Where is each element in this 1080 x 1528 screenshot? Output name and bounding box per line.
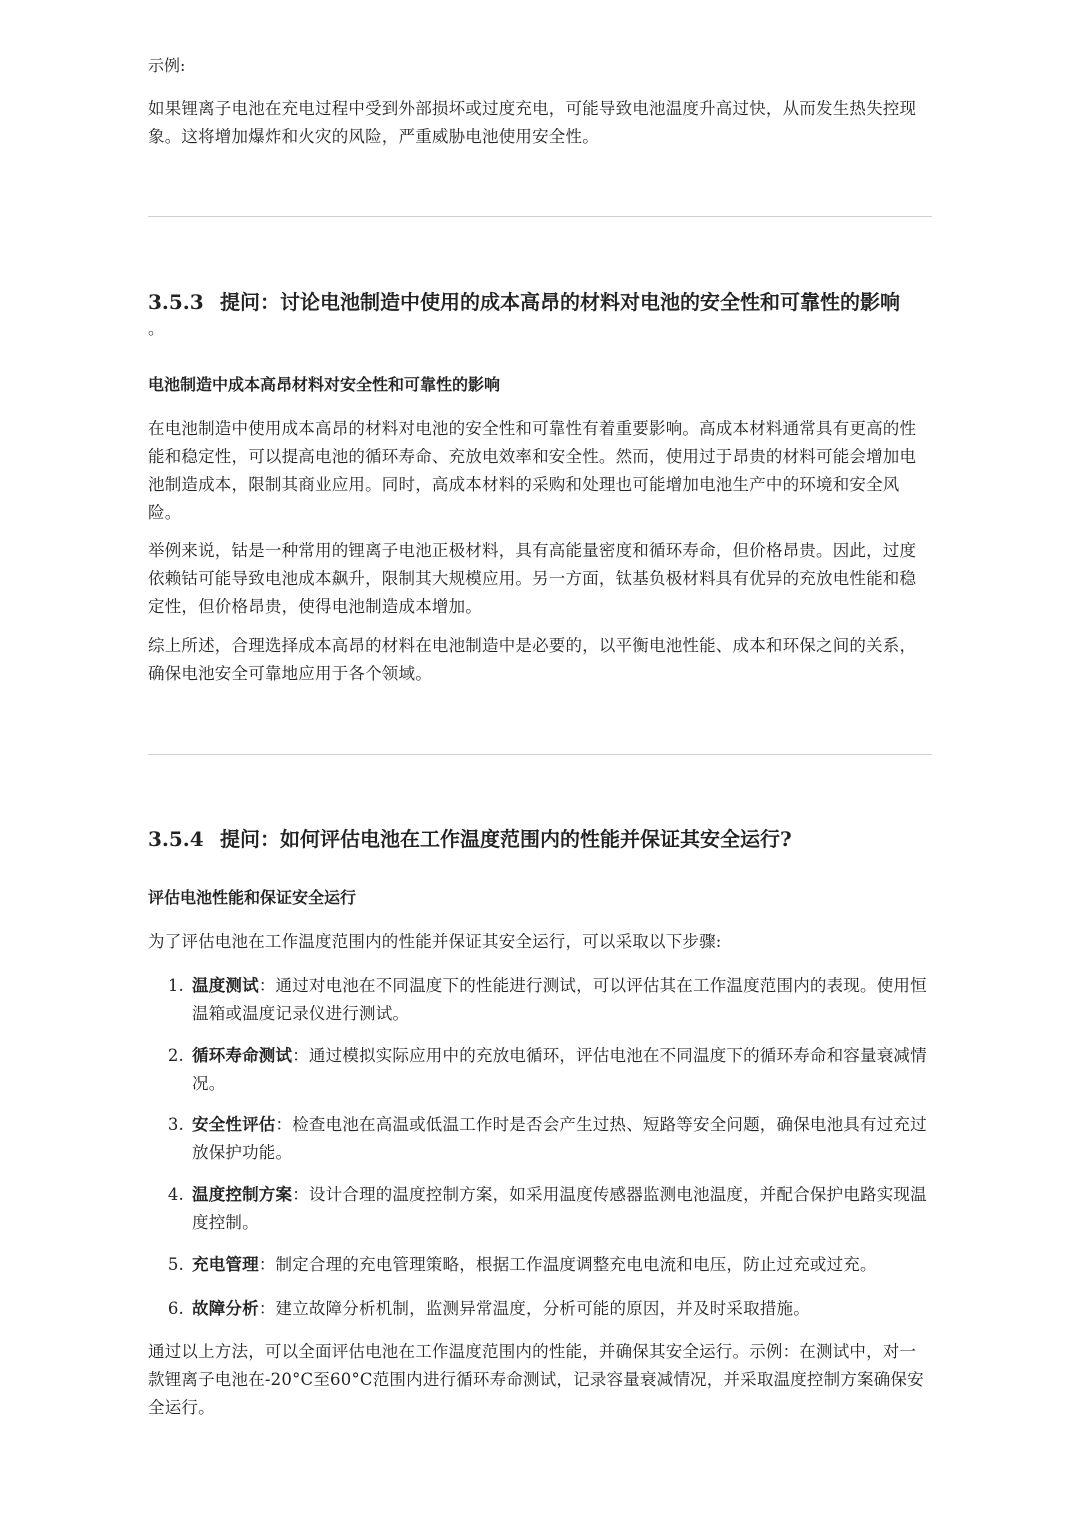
list-text: ：设计合理的温度控制方案，如采用温度传感器监测电池温度，并配合保护电路实现温度控制。 [192,1185,927,1232]
section-divider [148,216,932,217]
list-number: 5. [167,1255,184,1274]
section-heading-3-5-4 [148,824,932,854]
list-number: 2. [167,1046,184,1065]
paragraph: 综上所述，合理选择成本高昂的材料在电池制造中是必要的，以平衡电池性能、成本和环保之间的关系，确保电池安全可靠地应用于各个领域。 [148,636,917,683]
intro-paragraph: 为了评估电池在工作温度范围内的性能并保证其安全运行，可以采取以下步骤: [148,932,722,951]
list-number: 4. [167,1185,184,1204]
section-number: 3.5.3 [148,290,204,314]
list-item [148,1295,932,1323]
list-item [148,972,932,1028]
list-item [148,1111,932,1167]
paragraph: 举例来说，钴是一种常用的锂离子电池正极材料，具有高能量密度和循环寿命，但价格昂贵。因此，过度依赖钴可能导致电池成本飙升，限制其大规模应用。另一方面，钛基负极材料具有优异的充放电性能和稳定性，但价格昂贵，使得电池制造成本增加。 [148,541,917,616]
list-item [148,1251,932,1279]
section-title-tail: 。 [148,319,165,338]
example-label: 示例: [148,56,186,75]
list-number: 6. [167,1299,184,1318]
list-number: 3. [167,1115,184,1134]
list-term: 温度测试 [192,976,259,995]
subheading: 评估电池性能和保证安全运行 [148,888,357,907]
section-number: 3.5.4 [148,827,204,851]
list-text: ：通过模拟实际应用中的充放电循环，评估电池在不同温度下的循环寿命和容量衰减情况。 [192,1046,927,1093]
example-paragraph: 如果锂离子电池在充电过程中受到外部损坏或过度充电，可能导致电池温度升高过快，从而发生热失控现象。这将增加爆炸和火灾的风险，严重威胁电池使用安全性。 [148,99,917,146]
section-title: 提问：如何评估电池在工作温度范围内的性能并保证其安全运行? [220,827,792,851]
section-title: 提问：讨论电池制造中使用的成本高昂的材料对电池的安全性和可靠性的影响 [220,290,900,314]
list-term: 安全性评估 [192,1115,276,1134]
list-term: 故障分析 [192,1299,259,1318]
paragraph: 在电池制造中使用成本高昂的材料对电池的安全性和可靠性有着重要影响。高成本材料通常具有更高的性能和稳定性，可以提高电池的循环寿命、充放电效率和安全性。然而，使用过于昂贵的材料可能会增加电池制造成本，限制其商业应用。同时，高成本材料的采购和处理也可能增加电池生产中的环境和安全风险。 [148,419,917,522]
list-item [148,1181,932,1237]
list-text: ：检查电池在高温或低温工作时是否会产生过热、短路等安全问题，确保电池具有过充过放保护功能。 [192,1115,927,1162]
list-number: 1. [167,976,184,995]
list-text: ：通过对电池在不同温度下的性能进行测试，可以评估其在工作温度范围内的表现。使用恒温箱或温度记录仪进行测试。 [192,976,927,1023]
section-divider [148,754,932,755]
list-term: 温度控制方案 [192,1185,293,1204]
section-heading-3-5-3 [148,287,932,317]
conclusion-paragraph: 通过以上方法，可以全面评估电池在工作温度范围内的性能，并确保其安全运行。示例：在测试中，对一款锂离子电池在-20°C至60°C范围内进行循环寿命测试，记录容量衰减情况，并采取温度控制方案确保安全运行。 [148,1342,924,1417]
list-text: ：制定合理的充电管理策略，根据工作温度调整充电电流和电压，防止过充或过充。 [258,1255,877,1274]
list-term: 循环寿命测试 [192,1046,293,1065]
list-item [148,1042,932,1098]
list-term: 充电管理 [192,1255,259,1274]
list-text: ：建立故障分析机制，监测异常温度，分析可能的原因，并及时采取措施。 [258,1299,810,1318]
subheading: 电池制造中成本高昂材料对安全性和可靠性的影响 [148,375,501,394]
